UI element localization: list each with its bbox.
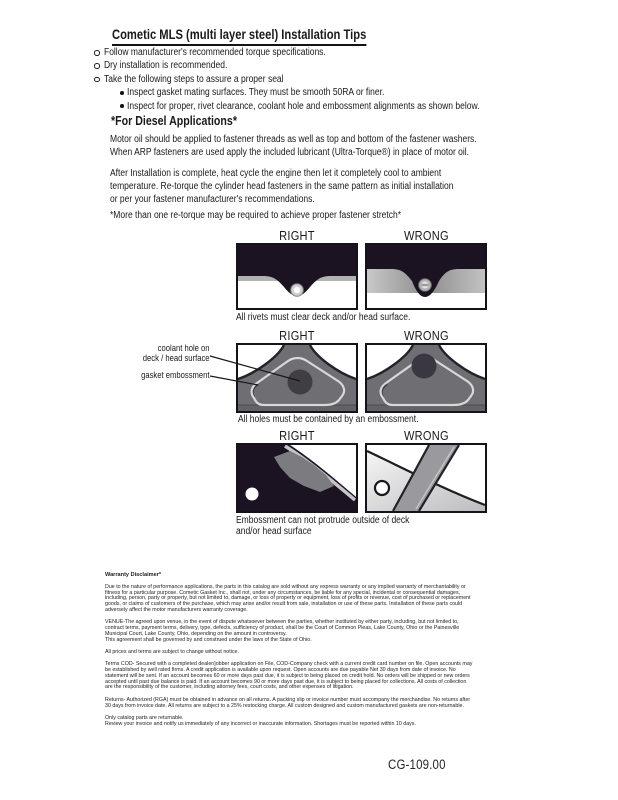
coolant-hole-annotation: coolant hole on deck / head surface xyxy=(143,343,210,363)
legal-paragraph: All prices and terms are subject to change without notice. xyxy=(105,648,239,655)
list-item: Follow manufacturer's recommended torque specifications. xyxy=(94,46,541,59)
page-title: Cometic MLS (multi layer steel) Installation Tips xyxy=(112,26,430,46)
open-bullet-icon xyxy=(94,50,100,56)
row1-caption: All rivets must clear deck and/or head surface. xyxy=(236,312,411,323)
rivet-right-illustration xyxy=(238,245,356,308)
diagram-rivet-right xyxy=(236,243,358,310)
embossment-right-illustration xyxy=(238,445,356,511)
row1-wrong-label: WRONG xyxy=(403,228,449,243)
open-bullet-icon xyxy=(94,77,100,83)
row2-right-label: RIGHT xyxy=(279,328,315,343)
legal-paragraph: Only catalog parts are returnable. Review your invoice and notify us immediately of any incorrect or inaccurate information. Shortages must be reported within 10 days. xyxy=(105,714,416,727)
diagram-embossment-right xyxy=(236,443,358,513)
warranty-disclaimer-section xyxy=(105,573,519,734)
gasket-embossment-annotation: gasket embossment xyxy=(141,370,210,380)
legal-paragraph: Returns- Authorized (RGA) must be obtained in advance on all returns. A packing slip or invoice number must accompany the merchandise. No returns after 30 days from invoice date. All returns are subject to a 25% restocking charge. All custom designed and custom manufactured gaskets are non-returnable. xyxy=(105,696,471,709)
list-sub-item: Inspect for proper, rivet clearance, coolant hole and embossment alignments as shown below. xyxy=(120,100,541,113)
annotation-leader-lines xyxy=(200,344,310,392)
installation-tips-list xyxy=(94,46,541,113)
bullet-icon xyxy=(120,91,124,95)
row3-caption: Embossment can not protrude outside of deck and/or head surface xyxy=(236,515,410,537)
diesel-paragraph-2: After Installation is complete, heat cycle the engine then let it completely cool to ambient temperature. Re-torque the cylinder head fasteners in the same pattern as initial installation or per your fastener manufacturer's recommendations. xyxy=(110,168,454,205)
rivet-wrong-illustration xyxy=(367,245,485,308)
diagram-rivet-wrong xyxy=(365,243,487,310)
legal-paragraph: VENUE-The agreed upon venue, in the event of dispute whatsoever between the parties, whether instituted by either party, including, but not limited to, contract terms, payment terms, delivery, type, defects, sufficiency of product, shall be the Court of Common Pleas, Lake County, Ohio or the Painesville Municipal Court, Lake County, Ohio, depending on the amount in controversy. This agreement shall be governed by and construed under the laws of the State of Ohio. xyxy=(105,619,460,643)
row2-caption: All holes must be contained by an embossment. xyxy=(238,414,419,425)
embossment-wrong-illustration xyxy=(367,445,485,511)
diesel-paragraph-1: Motor oil should be applied to fastener threads as well as top and bottom of the fastener washers. When ARP fasteners are used apply the included lubricant (Ultra-Torque®) in place of motor oil. xyxy=(110,134,477,158)
document-number: CG-109.00 xyxy=(388,757,446,772)
diesel-section-heading: *For Diesel Applications* xyxy=(111,114,237,128)
hole-wrong-illustration xyxy=(367,345,485,411)
list-item: Take the following steps to assure a proper seal xyxy=(94,73,541,86)
list-sub-item: Inspect gasket mating surfaces. They must be smooth 50RA or finer. xyxy=(120,86,541,99)
list-item: Dry installation is recommended. xyxy=(94,59,541,72)
bullet-icon xyxy=(120,104,124,108)
row2-wrong-label: WRONG xyxy=(403,328,449,343)
warranty-disclaimer-heading: Warranty Disclaimer* xyxy=(105,572,162,578)
diagram-embossment-wrong xyxy=(365,443,487,513)
open-bullet-icon xyxy=(94,63,100,69)
legal-paragraph: Due to the nature of performance applications, the parts in this catalog are sold without any express warranty or any implied warranty of merchantability or fitness for a particular purpose. Cometic Gasket Inc., shall not, under any circumstances, be liable for any special, incidental or consequential damages, including, person, party or property, but not limited to, damage, or loss of property or equipment, loss of profits or revenue, cost of purchased or replacement goods, or claims of customers of the purchase, which may arise and/or result from sale, installation or use of these parts. Installation of these parts could adversely affect the motor manufacturers warranty coverage. xyxy=(105,583,471,613)
diesel-paragraph-3: *More than one re-torque may be required to achieve proper fastener stretch* xyxy=(110,210,402,221)
legal-paragraph: Terms COD- Secured with a completed dealer/jobber application on File, COD-Company check with a current credit card number on file. Open accounts may be established by well rated firms. A credit application is available upon request. Open accounts are due payable Net 30 days from date of invoice. No statement will be sent. If an account becomes 60 or more days past due, it is subject to being placed on credit hold. No orders will be shipped or new orders accepted until past due balance is paid. If an account becomes 90 or more days past due, it is subject to being placed for collections. All costs of collection are the responsibility of the customer, including attorney fees, court costs, and other expenses of litigation. xyxy=(105,661,473,691)
row3-wrong-label: WRONG xyxy=(403,428,449,443)
row1-right-label: RIGHT xyxy=(279,228,315,243)
diagram-hole-wrong xyxy=(365,343,487,413)
row3-right-label: RIGHT xyxy=(279,428,315,443)
